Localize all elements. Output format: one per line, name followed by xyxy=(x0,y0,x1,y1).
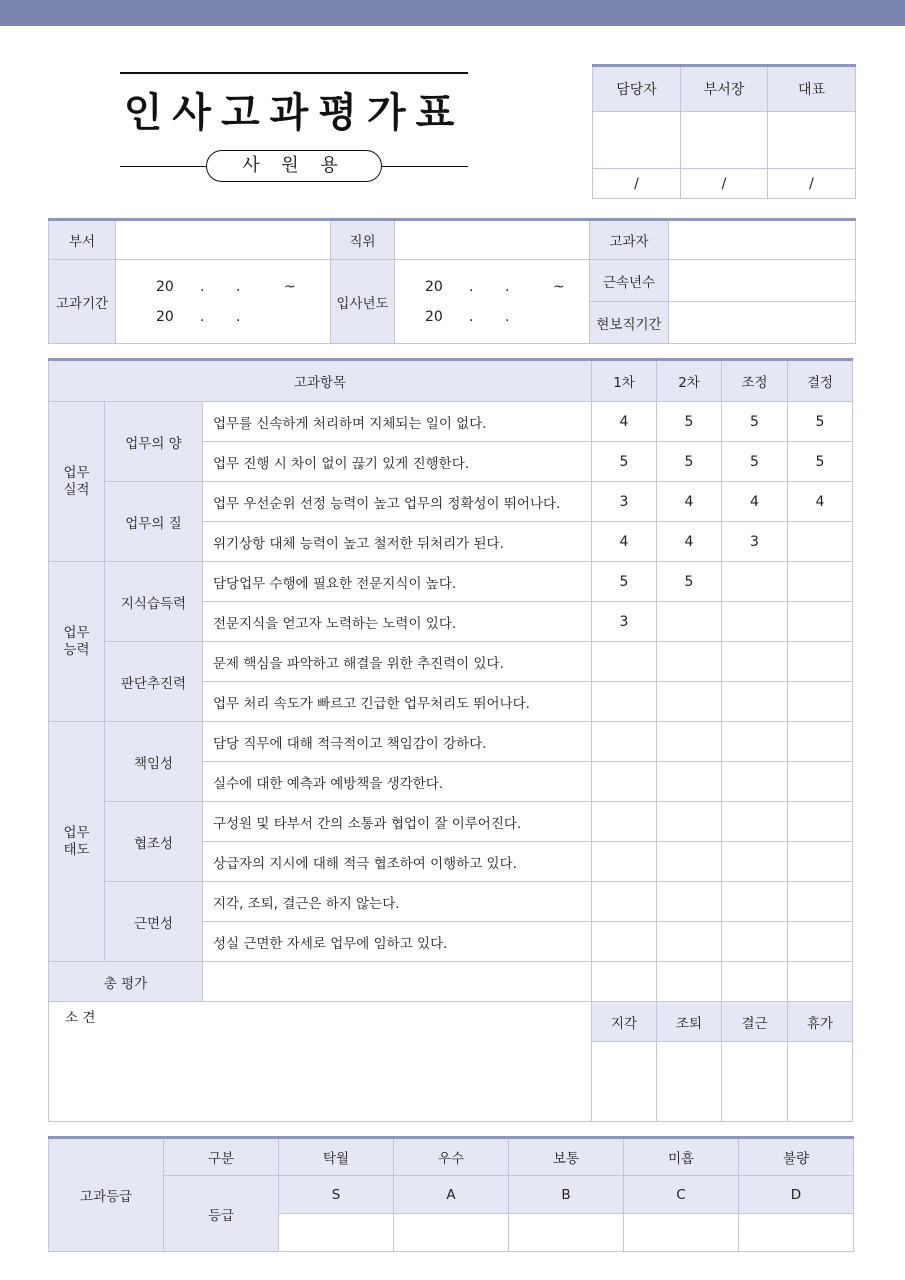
score-second[interactable] xyxy=(657,802,722,842)
score-adjust[interactable] xyxy=(722,562,788,602)
current-position-period-label: 현보직기간 xyxy=(590,302,669,344)
join-start-dot2: . xyxy=(505,278,510,295)
period-start-year: 20 xyxy=(156,278,174,295)
subtitle-badge: 사 원 용 xyxy=(206,150,382,182)
score-first[interactable]: 5 xyxy=(592,562,657,602)
opinion-label: 소 견 xyxy=(65,1010,96,1026)
criterion-text: 지각, 조퇴, 결근은 하지 않는다. xyxy=(203,882,592,922)
period-end-dot1: . xyxy=(200,308,205,325)
score-first[interactable] xyxy=(592,682,657,722)
grade-level-excellent: 탁월 xyxy=(279,1138,394,1176)
score-final[interactable] xyxy=(788,722,853,762)
grade-category-label: 구분 xyxy=(164,1138,279,1176)
grade-table xyxy=(48,1136,854,1252)
join-field[interactable] xyxy=(395,260,590,344)
category-label: 업무 능력 xyxy=(49,562,105,722)
score-first[interactable] xyxy=(592,642,657,682)
grade-check-s[interactable] xyxy=(279,1214,394,1252)
title-block xyxy=(120,72,468,184)
score-second[interactable]: 5 xyxy=(657,562,722,602)
attendance-late-field[interactable] xyxy=(592,1042,657,1122)
grade-check-d[interactable] xyxy=(739,1214,854,1252)
score-second[interactable]: 4 xyxy=(657,522,722,562)
score-second[interactable] xyxy=(657,922,722,962)
score-first[interactable]: 3 xyxy=(592,482,657,522)
attendance-early-leave-field[interactable] xyxy=(657,1042,722,1122)
evaluator-field[interactable] xyxy=(669,220,856,260)
score-second[interactable] xyxy=(657,842,722,882)
score-second[interactable]: 4 xyxy=(657,482,722,522)
criterion-text: 담당 직무에 대해 적극적이고 책임감이 강하다. xyxy=(203,722,592,762)
page-title: 인사고과평가표 xyxy=(123,90,465,136)
score-adjust[interactable] xyxy=(722,642,788,682)
score-second[interactable] xyxy=(657,762,722,802)
table-row xyxy=(49,562,853,602)
criterion-text: 실수에 대한 예측과 예방책을 생각한다. xyxy=(203,762,592,802)
info-table xyxy=(48,218,856,344)
score-adjust[interactable]: 5 xyxy=(722,442,788,482)
total-label: 총 평가 xyxy=(49,962,203,1002)
total-score-adjust[interactable] xyxy=(722,962,788,1002)
score-second[interactable]: 5 xyxy=(657,402,722,442)
period-label: 고과기간 xyxy=(49,260,116,344)
approval-sign-manager[interactable] xyxy=(593,112,681,169)
dept-label: 부서 xyxy=(49,220,116,260)
score-final[interactable] xyxy=(788,882,853,922)
header-final: 결정 xyxy=(788,360,853,402)
grade-grade-label: 등급 xyxy=(164,1176,279,1252)
grade-code-b: B xyxy=(509,1176,624,1214)
score-adjust[interactable] xyxy=(722,842,788,882)
table-row xyxy=(49,882,853,922)
period-field[interactable] xyxy=(116,260,331,344)
category-label: 업무 태도 xyxy=(49,722,105,962)
score-first[interactable]: 4 xyxy=(592,402,657,442)
score-second[interactable] xyxy=(657,882,722,922)
criterion-text: 업무 처리 속도가 빠르고 긴급한 업무처리도 뛰어나다. xyxy=(203,682,592,722)
total-score-final[interactable] xyxy=(788,962,853,1002)
evaluation-body xyxy=(49,402,853,962)
total-score-first[interactable] xyxy=(592,962,657,1002)
score-final[interactable] xyxy=(788,682,853,722)
score-adjust[interactable]: 4 xyxy=(722,482,788,522)
criterion-text: 위기상항 대체 능력이 높고 철저한 뒤처리가 된다. xyxy=(203,522,592,562)
score-final[interactable] xyxy=(788,522,853,562)
criterion-text: 업무를 신속하게 처리하며 지체되는 일이 없다. xyxy=(203,402,592,442)
subtitle-row xyxy=(120,150,468,184)
score-adjust[interactable] xyxy=(722,682,788,722)
score-adjust[interactable] xyxy=(722,602,788,642)
current-position-period-field[interactable] xyxy=(669,302,856,344)
score-final[interactable] xyxy=(788,602,853,642)
period-start-dot2: . xyxy=(236,278,241,295)
period-end-dot2: . xyxy=(236,308,241,325)
score-first[interactable] xyxy=(592,802,657,842)
attendance-early-leave-label: 조퇴 xyxy=(657,1002,722,1042)
approval-header-manager: 담당자 xyxy=(593,66,681,112)
score-adjust[interactable] xyxy=(722,882,788,922)
header-second: 2차 xyxy=(657,360,722,402)
grade-check-c[interactable] xyxy=(624,1214,739,1252)
grade-level-average: 보통 xyxy=(509,1138,624,1176)
score-first[interactable] xyxy=(592,882,657,922)
criterion-text: 상급자의 지시에 대해 적극 협조하여 이행하고 있다. xyxy=(203,842,592,882)
approval-sign-dept-head[interactable] xyxy=(681,112,768,169)
criterion-text: 문제 핵심을 파악하고 해결을 위한 추진력이 있다. xyxy=(203,642,592,682)
position-field[interactable] xyxy=(395,220,590,260)
approval-sign-ceo[interactable] xyxy=(768,112,856,169)
score-final[interactable]: 4 xyxy=(788,482,853,522)
table-row xyxy=(49,402,853,442)
join-start-year: 20 xyxy=(425,278,443,295)
join-start xyxy=(395,279,589,301)
grade-level-poor: 불량 xyxy=(739,1138,854,1176)
period-tilde: ~ xyxy=(284,278,296,295)
title-rule xyxy=(120,72,468,74)
grade-check-a[interactable] xyxy=(394,1214,509,1252)
join-end-year: 20 xyxy=(425,308,443,325)
grade-level-good: 우수 xyxy=(394,1138,509,1176)
score-adjust[interactable] xyxy=(722,722,788,762)
criterion-text: 담당업무 수행에 필요한 전문지식이 높다. xyxy=(203,562,592,602)
subcategory-label: 근면성 xyxy=(105,882,203,962)
join-label: 입사년도 xyxy=(331,260,395,344)
join-end xyxy=(395,309,589,325)
score-second[interactable] xyxy=(657,682,722,722)
approval-header-dept-head: 부서장 xyxy=(681,66,768,112)
subcategory-label: 업무의 질 xyxy=(105,482,203,562)
total-score-second[interactable] xyxy=(657,962,722,1002)
criterion-text: 전문지식을 얻고자 노력하는 노력이 있다. xyxy=(203,602,592,642)
approval-date-dept-head[interactable]: / xyxy=(681,169,768,199)
score-adjust[interactable] xyxy=(722,802,788,842)
table-row xyxy=(49,802,853,842)
score-final[interactable] xyxy=(788,922,853,962)
score-final[interactable] xyxy=(788,562,853,602)
score-final[interactable] xyxy=(788,842,853,882)
period-end-year: 20 xyxy=(156,308,174,325)
grade-code-d: D xyxy=(739,1176,854,1214)
score-final[interactable]: 5 xyxy=(788,442,853,482)
subcategory-label: 책임성 xyxy=(105,722,203,802)
category-label: 업무 실적 xyxy=(49,402,105,562)
period-start-dot1: . xyxy=(200,278,205,295)
approval-date-manager[interactable]: / xyxy=(593,169,681,199)
approval-header-ceo: 대표 xyxy=(768,66,856,112)
score-first[interactable]: 5 xyxy=(592,442,657,482)
tenure-label: 근속년수 xyxy=(590,260,669,302)
criterion-text: 구성원 및 타부서 간의 소통과 협업이 잘 이루어진다. xyxy=(203,802,592,842)
score-second[interactable] xyxy=(657,642,722,682)
subcategory-label: 협조성 xyxy=(105,802,203,882)
header-adjust: 조정 xyxy=(722,360,788,402)
header-evaluation-item: 고과항목 xyxy=(49,360,592,402)
join-tilde: ~ xyxy=(553,278,565,295)
subcategory-label: 업무의 양 xyxy=(105,402,203,482)
total-field[interactable] xyxy=(203,962,592,1002)
subcategory-label: 판단추진력 xyxy=(105,642,203,722)
score-adjust[interactable] xyxy=(722,922,788,962)
grade-code-c: C xyxy=(624,1176,739,1214)
period-start xyxy=(116,279,330,301)
attendance-absence-label: 결근 xyxy=(722,1002,788,1042)
evaluator-label: 고과자 xyxy=(590,220,669,260)
position-label: 직위 xyxy=(331,220,395,260)
attendance-vacation-label: 휴가 xyxy=(788,1002,853,1042)
score-adjust[interactable]: 3 xyxy=(722,522,788,562)
join-start-dot1: . xyxy=(469,278,474,295)
table-row xyxy=(49,482,853,522)
score-final[interactable]: 5 xyxy=(788,402,853,442)
attendance-vacation-field[interactable] xyxy=(788,1042,853,1122)
score-final[interactable] xyxy=(788,642,853,682)
join-end-dot1: . xyxy=(469,308,474,325)
subcategory-label: 지식습득력 xyxy=(105,562,203,642)
period-end xyxy=(116,309,330,325)
score-second[interactable] xyxy=(657,722,722,762)
tenure-field[interactable] xyxy=(669,260,856,302)
header-first: 1차 xyxy=(592,360,657,402)
criterion-text: 업무 우선순위 선정 능력이 높고 업무의 정확성이 뛰어나다. xyxy=(203,482,592,522)
table-row xyxy=(49,642,853,682)
criterion-text: 성실 근면한 자세로 업무에 임하고 있다. xyxy=(203,922,592,962)
score-second[interactable]: 5 xyxy=(657,442,722,482)
score-first[interactable]: 3 xyxy=(592,602,657,642)
criterion-text: 업무 진행 시 차이 없이 끊기 있게 진행한다. xyxy=(203,442,592,482)
score-first[interactable]: 4 xyxy=(592,522,657,562)
join-end-dot2: . xyxy=(505,308,510,325)
grade-code-a: A xyxy=(394,1176,509,1214)
score-adjust[interactable] xyxy=(722,762,788,802)
attendance-late-label: 지각 xyxy=(592,1002,657,1042)
score-first[interactable] xyxy=(592,722,657,762)
grade-level-insufficient: 미흡 xyxy=(624,1138,739,1176)
evaluation-table xyxy=(48,358,853,1122)
dept-field[interactable] xyxy=(116,220,331,260)
grade-title: 고과등급 xyxy=(49,1138,164,1252)
score-second[interactable] xyxy=(657,602,722,642)
approval-table xyxy=(592,64,856,199)
score-final[interactable] xyxy=(788,762,853,802)
score-first[interactable] xyxy=(592,922,657,962)
top-banner xyxy=(0,0,905,26)
score-first[interactable] xyxy=(592,842,657,882)
score-first[interactable] xyxy=(592,762,657,802)
table-row xyxy=(49,722,853,762)
grade-check-b[interactable] xyxy=(509,1214,624,1252)
attendance-absence-field[interactable] xyxy=(722,1042,788,1122)
approval-date-ceo[interactable]: / xyxy=(768,169,856,199)
opinion-field[interactable] xyxy=(49,1002,592,1122)
score-adjust[interactable]: 5 xyxy=(722,402,788,442)
score-final[interactable] xyxy=(788,802,853,842)
grade-code-s: S xyxy=(279,1176,394,1214)
